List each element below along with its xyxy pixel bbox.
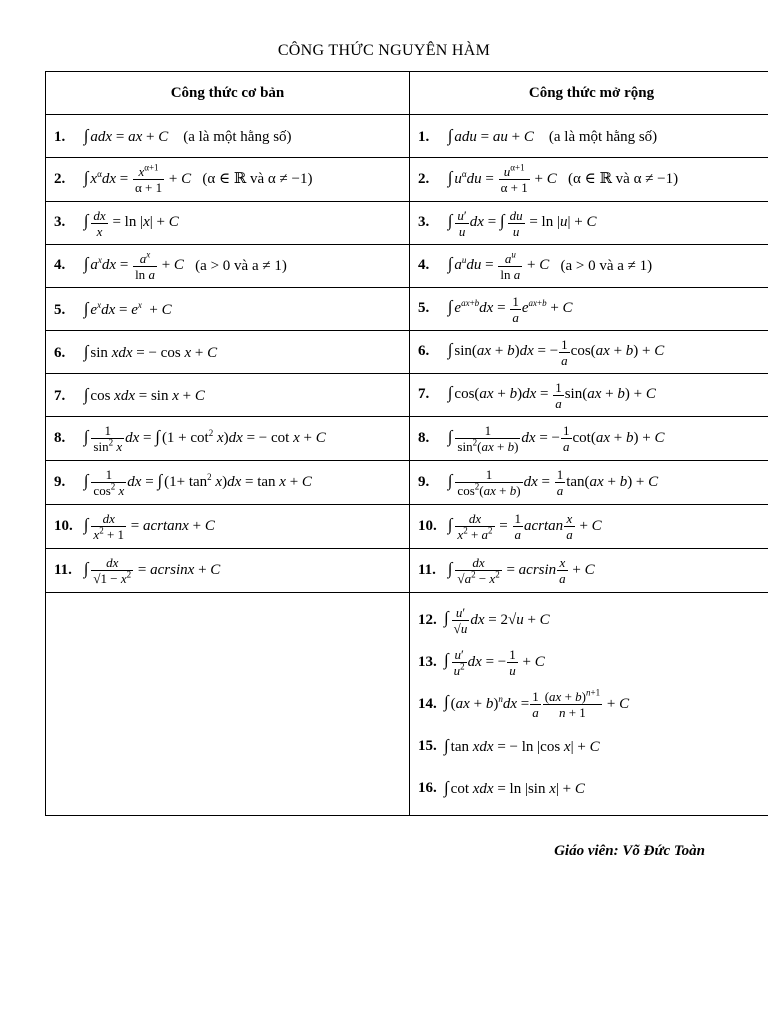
extended-formula-15: 15. ∫ tan xdx = − ln |cos x| + C <box>418 736 600 755</box>
extended-formula-4: 4. ∫ $a^udu$ = $\frac{a^u}{\text{ln a}}$ + C (a > 0 và a ≠ 1) <box>410 245 768 288</box>
extended-formulas-12-16 <box>410 593 768 816</box>
table-row <box>46 374 768 417</box>
table-row <box>46 288 768 331</box>
table-row <box>46 461 768 505</box>
extended-formula-8: 8. ∫ $\frac{1}{\sin^2(ax + b)}$ dx = − $\frac{1}{a}$ cot(ax + b) + C <box>410 417 768 461</box>
extended-formula-14: 14. ∫ (ax + b)$^n$dx = $\frac{1}{a}$ $\frac{(ax + b)^{n+1}}{n + 1}$ + C <box>418 687 630 720</box>
table-row <box>46 331 768 374</box>
table-row <box>46 158 768 202</box>
table-row <box>46 505 768 549</box>
basic-empty-cell <box>46 593 410 816</box>
header-extended: Công thức mở rộng <box>410 72 768 115</box>
basic-formula-1: 1. ∫ adx = ax + C (a là một hằng số) <box>46 115 410 158</box>
note-a-pos: (a > 0 và a ≠ 1) <box>560 257 653 274</box>
extended-formula-6: 6. ∫ sin(ax + b)dx = − $\frac{1}{a}$ cos(ax + b) + C <box>410 331 768 374</box>
basic-formula-5: 5. ∫ $e^xdx = e^x + C$ <box>46 288 410 331</box>
extended-formula-13: 13. ∫ $\frac{u'}{u^2}$ dx = − $\frac{1}{u}$ + C <box>418 646 545 678</box>
extended-formula-9: 9. ∫ $\frac{1}{\cos^2(ax + b)}$ dx = $\frac{1}{a}$ tan(ax + b) + C <box>410 461 768 505</box>
note-alpha: (α ∈ ℝ và α ≠ −1) <box>568 170 679 187</box>
extended-formula-5: 5. ∫ $e^{ax+b}dx$ = $\frac{1}{a}$ $e^{ax+b} + C$ <box>410 288 768 331</box>
table-row <box>46 549 768 593</box>
table-row <box>46 593 768 816</box>
header-basic: Công thức cơ bản <box>46 72 410 115</box>
basic-formula-2: 2. ∫ $x^\alpha dx$ = $\frac{x^{\alpha+1}}{\alpha + 1}$ + C (α ∈ ℝ và α ≠ −1) <box>46 158 410 202</box>
basic-formula-6: 6. ∫ sin xdx = − cos x + C <box>46 331 410 374</box>
extended-formula-2: 2. ∫ $u^\alpha du$ = $\frac{u^{\alpha+1}}{\alpha + 1}$ + C (α ∈ ℝ và α ≠ −1) <box>410 158 768 202</box>
basic-formula-11: 11. ∫ $\frac{dx}{√1 - x^2}$ = acrsinx + C <box>46 549 410 593</box>
basic-formula-8: 8. ∫ $\frac{1}{\sin^2 x}$ dx = ∫ $(1 + \cot^2 x)dx$ = − cot x + C <box>46 417 410 461</box>
note-const-a: (a là một hằng số) <box>548 129 658 145</box>
extended-formula-1: 1. ∫ adu = au + C (a là một hằng số) <box>410 115 768 158</box>
basic-formula-7: 7. ∫ cos xdx = sin x + C <box>46 374 410 417</box>
basic-formula-9: 9. ∫ $\frac{1}{\cos^2 x}$ dx = ∫ $(1+ \tan^2 x)dx = \tan x + C$ <box>46 461 410 505</box>
note-alpha: (α ∈ ℝ và α ≠ −1) <box>202 170 313 187</box>
formula-table <box>45 71 768 816</box>
extended-formula-16: 16. ∫ cot xdx = ln |sin x| + C <box>418 778 585 797</box>
extended-formula-7: 7. ∫ cos(ax + b)dx = $\frac{1}{a}$ sin(ax + b) + C <box>410 374 768 417</box>
extended-formula-3: 3. ∫ $\frac{u'}{u}$ dx = ∫ $\frac{du}{u}$ = ln |u| + C <box>410 202 768 245</box>
table-header-row <box>46 72 768 115</box>
page-title: CÔNG THỨC NGUYÊN HÀM <box>277 42 491 59</box>
basic-formula-3: 3. ∫ $\frac{dx}{x}$ = ln |x| + C <box>46 202 410 245</box>
table-row <box>46 245 768 288</box>
table-row <box>46 202 768 245</box>
basic-formula-10: 10. ∫ $\frac{dx}{x^2 + 1}$ = acrtanx + C <box>46 505 410 549</box>
extended-formula-11: 11. ∫ $\frac{dx}{√a^2 - x^2}$ = acrsin $\frac{x}{a}$ + C <box>410 549 768 593</box>
basic-formula-4: 4. ∫ $a^xdx$ = $\frac{a^x}{\text{ln a}}$ + C (a > 0 và a ≠ 1) <box>46 245 410 288</box>
table-row <box>46 417 768 461</box>
table-row <box>46 115 768 158</box>
extended-formula-10: 10. ∫ $\frac{dx}{x^2 + a^2}$ = $\frac{1}{a}$ acrtan $\frac{x}{a}$ + C <box>410 505 768 549</box>
note-a-pos: (a > 0 và a ≠ 1) <box>195 257 287 274</box>
note-const-a: (a là một hằng số) <box>183 129 292 145</box>
teacher-signature: Giáo viên: Võ Đức Toàn <box>554 843 705 859</box>
extended-formula-12: 12. ∫ $\frac{u'}{√u}$ dx = 2√u + C <box>418 604 550 636</box>
